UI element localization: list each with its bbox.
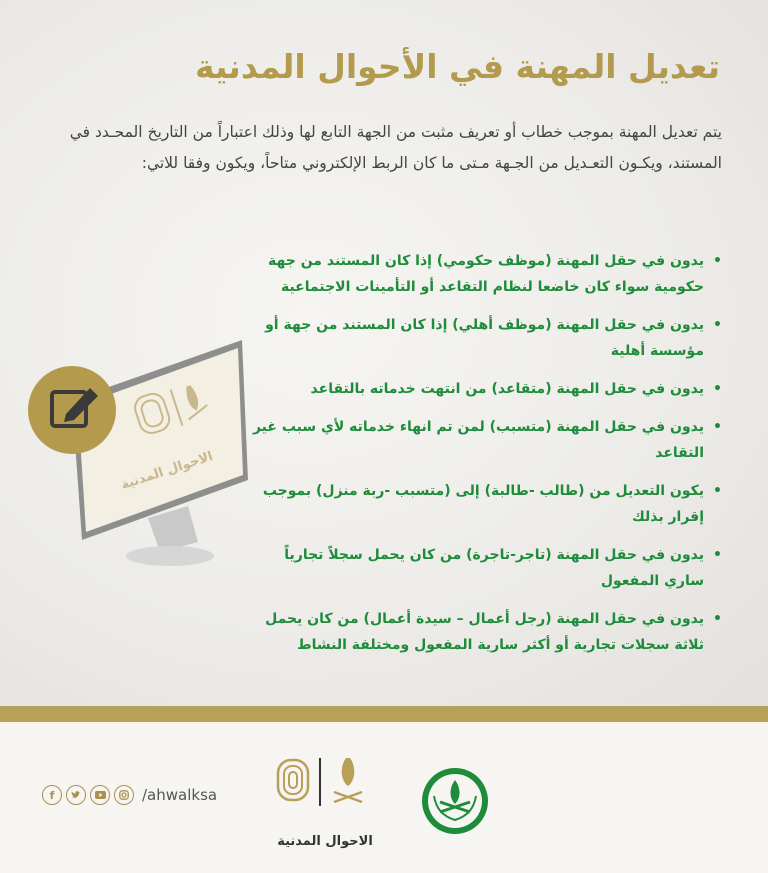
social-links — [42, 785, 217, 805]
list-item: • يدون في حقل المهنة (متسبب) لمن تم انهاء خدماته لأي سبب غير التقاعد — [252, 414, 722, 466]
rules-list — [252, 248, 722, 670]
screen-logo-text: الاحوال المدنية — [119, 449, 215, 493]
facebook-icon[interactable]: f — [42, 785, 62, 805]
twitter-icon[interactable] — [66, 785, 86, 805]
ministry-emblem-icon — [420, 766, 490, 836]
social-handle[interactable]: /ahwalksa — [142, 786, 218, 804]
logo-caption: الاحوال المدنية — [277, 834, 373, 849]
civil-affairs-logo — [270, 752, 380, 852]
ministry-emblem — [420, 766, 490, 836]
monitor-icon — [20, 330, 260, 580]
gold-band — [0, 706, 768, 722]
youtube-icon[interactable] — [90, 785, 110, 805]
intro-paragraph: يتم تعديل المهنة بموجب خطاب أو تعريف مثبت من الجهة التابع لها وذلك اعتباراً من التاريخ المحـدد في المستند، ويكـون التعـديل من الجـهة مـتى ما كان الربط الإلكتروني متاحاً، ويكون وفقا للاتي: — [69, 123, 722, 172]
list-item: • يدون في حقل المهنة (متقاعد) من انتهت خدماته بالتقاعد — [252, 376, 722, 402]
list-item: • يدون في حقل المهنة (موظف أهلي) إذا كان المستند من جهة أو مؤسسة أهلية — [252, 312, 722, 364]
instagram-icon[interactable] — [114, 785, 134, 805]
list-item: • يكون التعديل من (طالب -طالبة) إلى (متسبب -ربة منزل) بموجب إقرار بذلك — [252, 478, 722, 530]
civil-affairs-logo-icon — [270, 752, 380, 832]
footer — [0, 722, 768, 873]
list-item: • يدون في حقل المهنة (تاجر-تاجرة) من كان يحمل سجلاً تجارياً ساري المفعول — [252, 542, 722, 594]
list-item: • يدون في حقل المهنة (رجل أعمال – سيدة أعمال) من كان يحمل ثلاثة سجلات تجارية أو أكثر سارية المفعول ومختلفة النشاط — [252, 606, 722, 658]
list-item: • يدون في حقل المهنة (موظف حكومي) إذا كان المستند من جهة حكومية سواء كان خاضعا لنظام التقاعد أو التأمينات الاجتماعية — [252, 248, 722, 300]
page-title: تعديل المهنة في الأحوال المدنية — [194, 47, 720, 86]
monitor-illustration — [20, 330, 260, 580]
